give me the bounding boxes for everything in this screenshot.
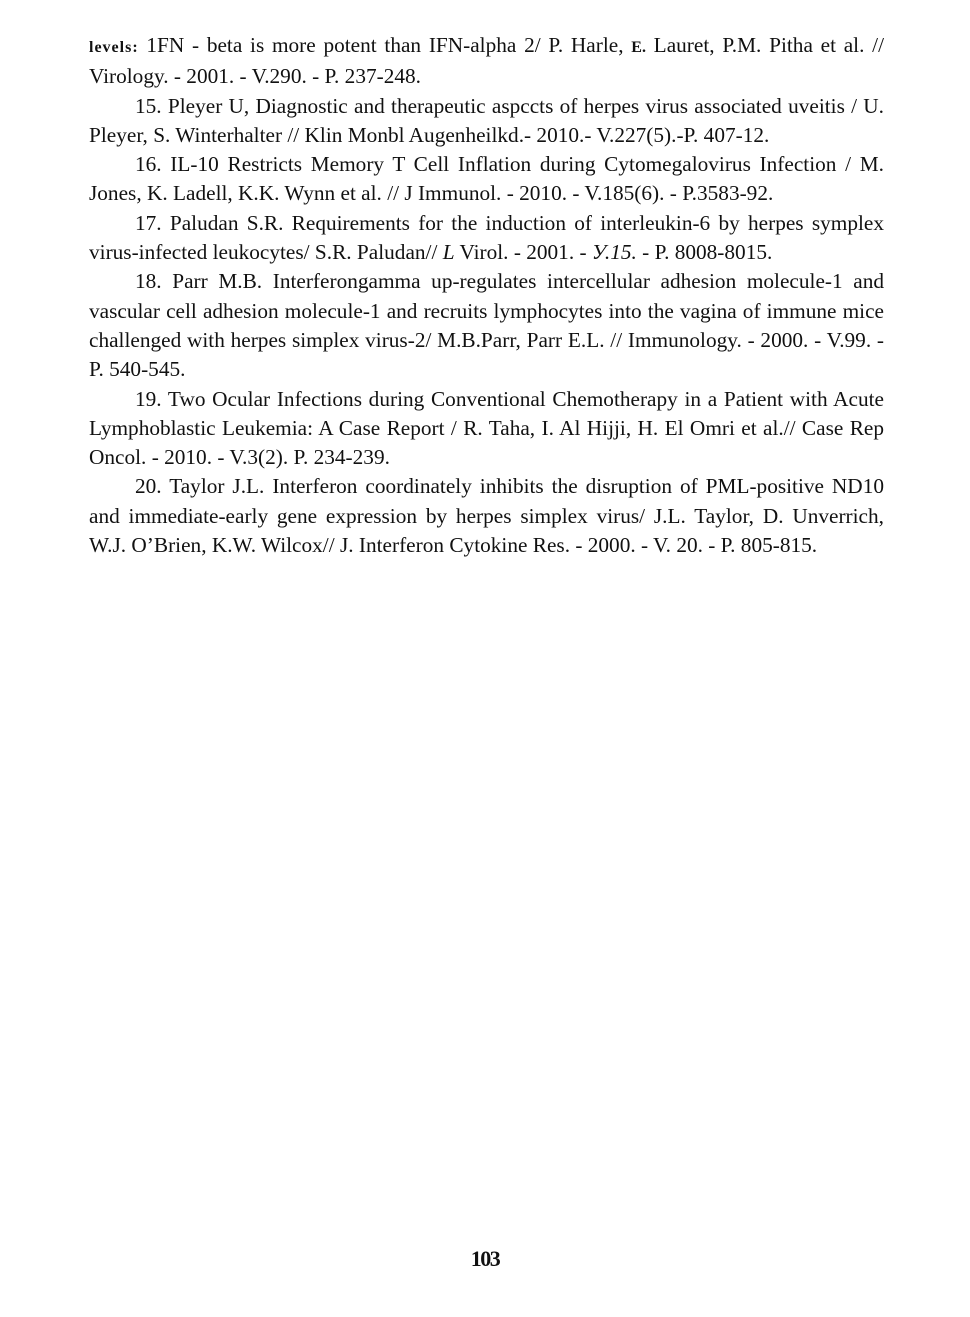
continuation-text-part1: 1FN - beta is more potent than IFN-alpha 2/ P. Harle, (138, 33, 632, 57)
reference-18: 18. Parr M.B. Interferongamma up-regulates intercellular adhesion molecule-1 and vascular cell adhesion molecule-1 and recruits lymphocytes into the vagina of immune mice challenged with herpes simplex virus-2/ M.B.Parr, Parr E.L. // Immunology. - 2000. - V.99. - P. 540-545. (89, 269, 884, 382)
continuation-text-part2: Lauret, P.M. Pitha et al. // Virology. - 2001. - V.290. - P. 237-248. (89, 33, 884, 89)
continuation-initial: E. (631, 39, 646, 56)
page-number: 103 (470, 1246, 500, 1271)
reference-17 (89, 209, 884, 268)
reference-17-part3: - P. 8008-8015. (636, 240, 773, 265)
reference-17-italic1: L (442, 240, 455, 265)
reference-continuation (89, 31, 884, 92)
continuation-lead-word: levels: (89, 39, 139, 56)
reference-19: 19. Two Ocular Infections during Conventional Chemotherapy in a Patient with Acute Lymphoblastic Leukemia: A Case Report / R. Taha, I. Al Hijji, H. El Omri et al.// Case Rep Oncol. - 2010. - V.3(2). P. 234-239. (89, 386, 884, 470)
reference-15: 15. Pleyer U, Diagnostic and therapeutic aspccts of herpes virus associated uveitis / U. Pleyer, S. Winterhalter // Klin Monbl Augenheilkd.- 2010.- V.227(5).-P. 407-12. (89, 93, 884, 147)
reference-17-part2: Virol. - 2001. - (454, 240, 592, 265)
reference-17-italic2: У.15. (591, 240, 637, 265)
reference-list (89, 31, 884, 560)
reference-16: 16. IL-10 Restricts Memory T Cell Inflation during Cytomegalovirus Infection / M. Jones, K. Ladell, K.K. Wynn et al. // J Immunol. - 2010. - V.185(6). - P.3583-92. (89, 152, 884, 206)
reference-20: 20. Taylor J.L. Interferon coordinately inhibits the disruption of PML-positive ND10 and immediate-early gene expression by herpes simplex virus/ J.L. Taylor, D. Unverrich, W.J. O’Brien, K.W. Wilcox// J. Interferon Cytokine Res. - 2000. - V. 20. - P. 805-815. (89, 474, 884, 558)
reference-17-part1: 17. Paludan S.R. Requirements for the induction of interleukin-6 by herpes symplex virus-infected leukocytes/ S.R. Paludan// (89, 210, 884, 265)
